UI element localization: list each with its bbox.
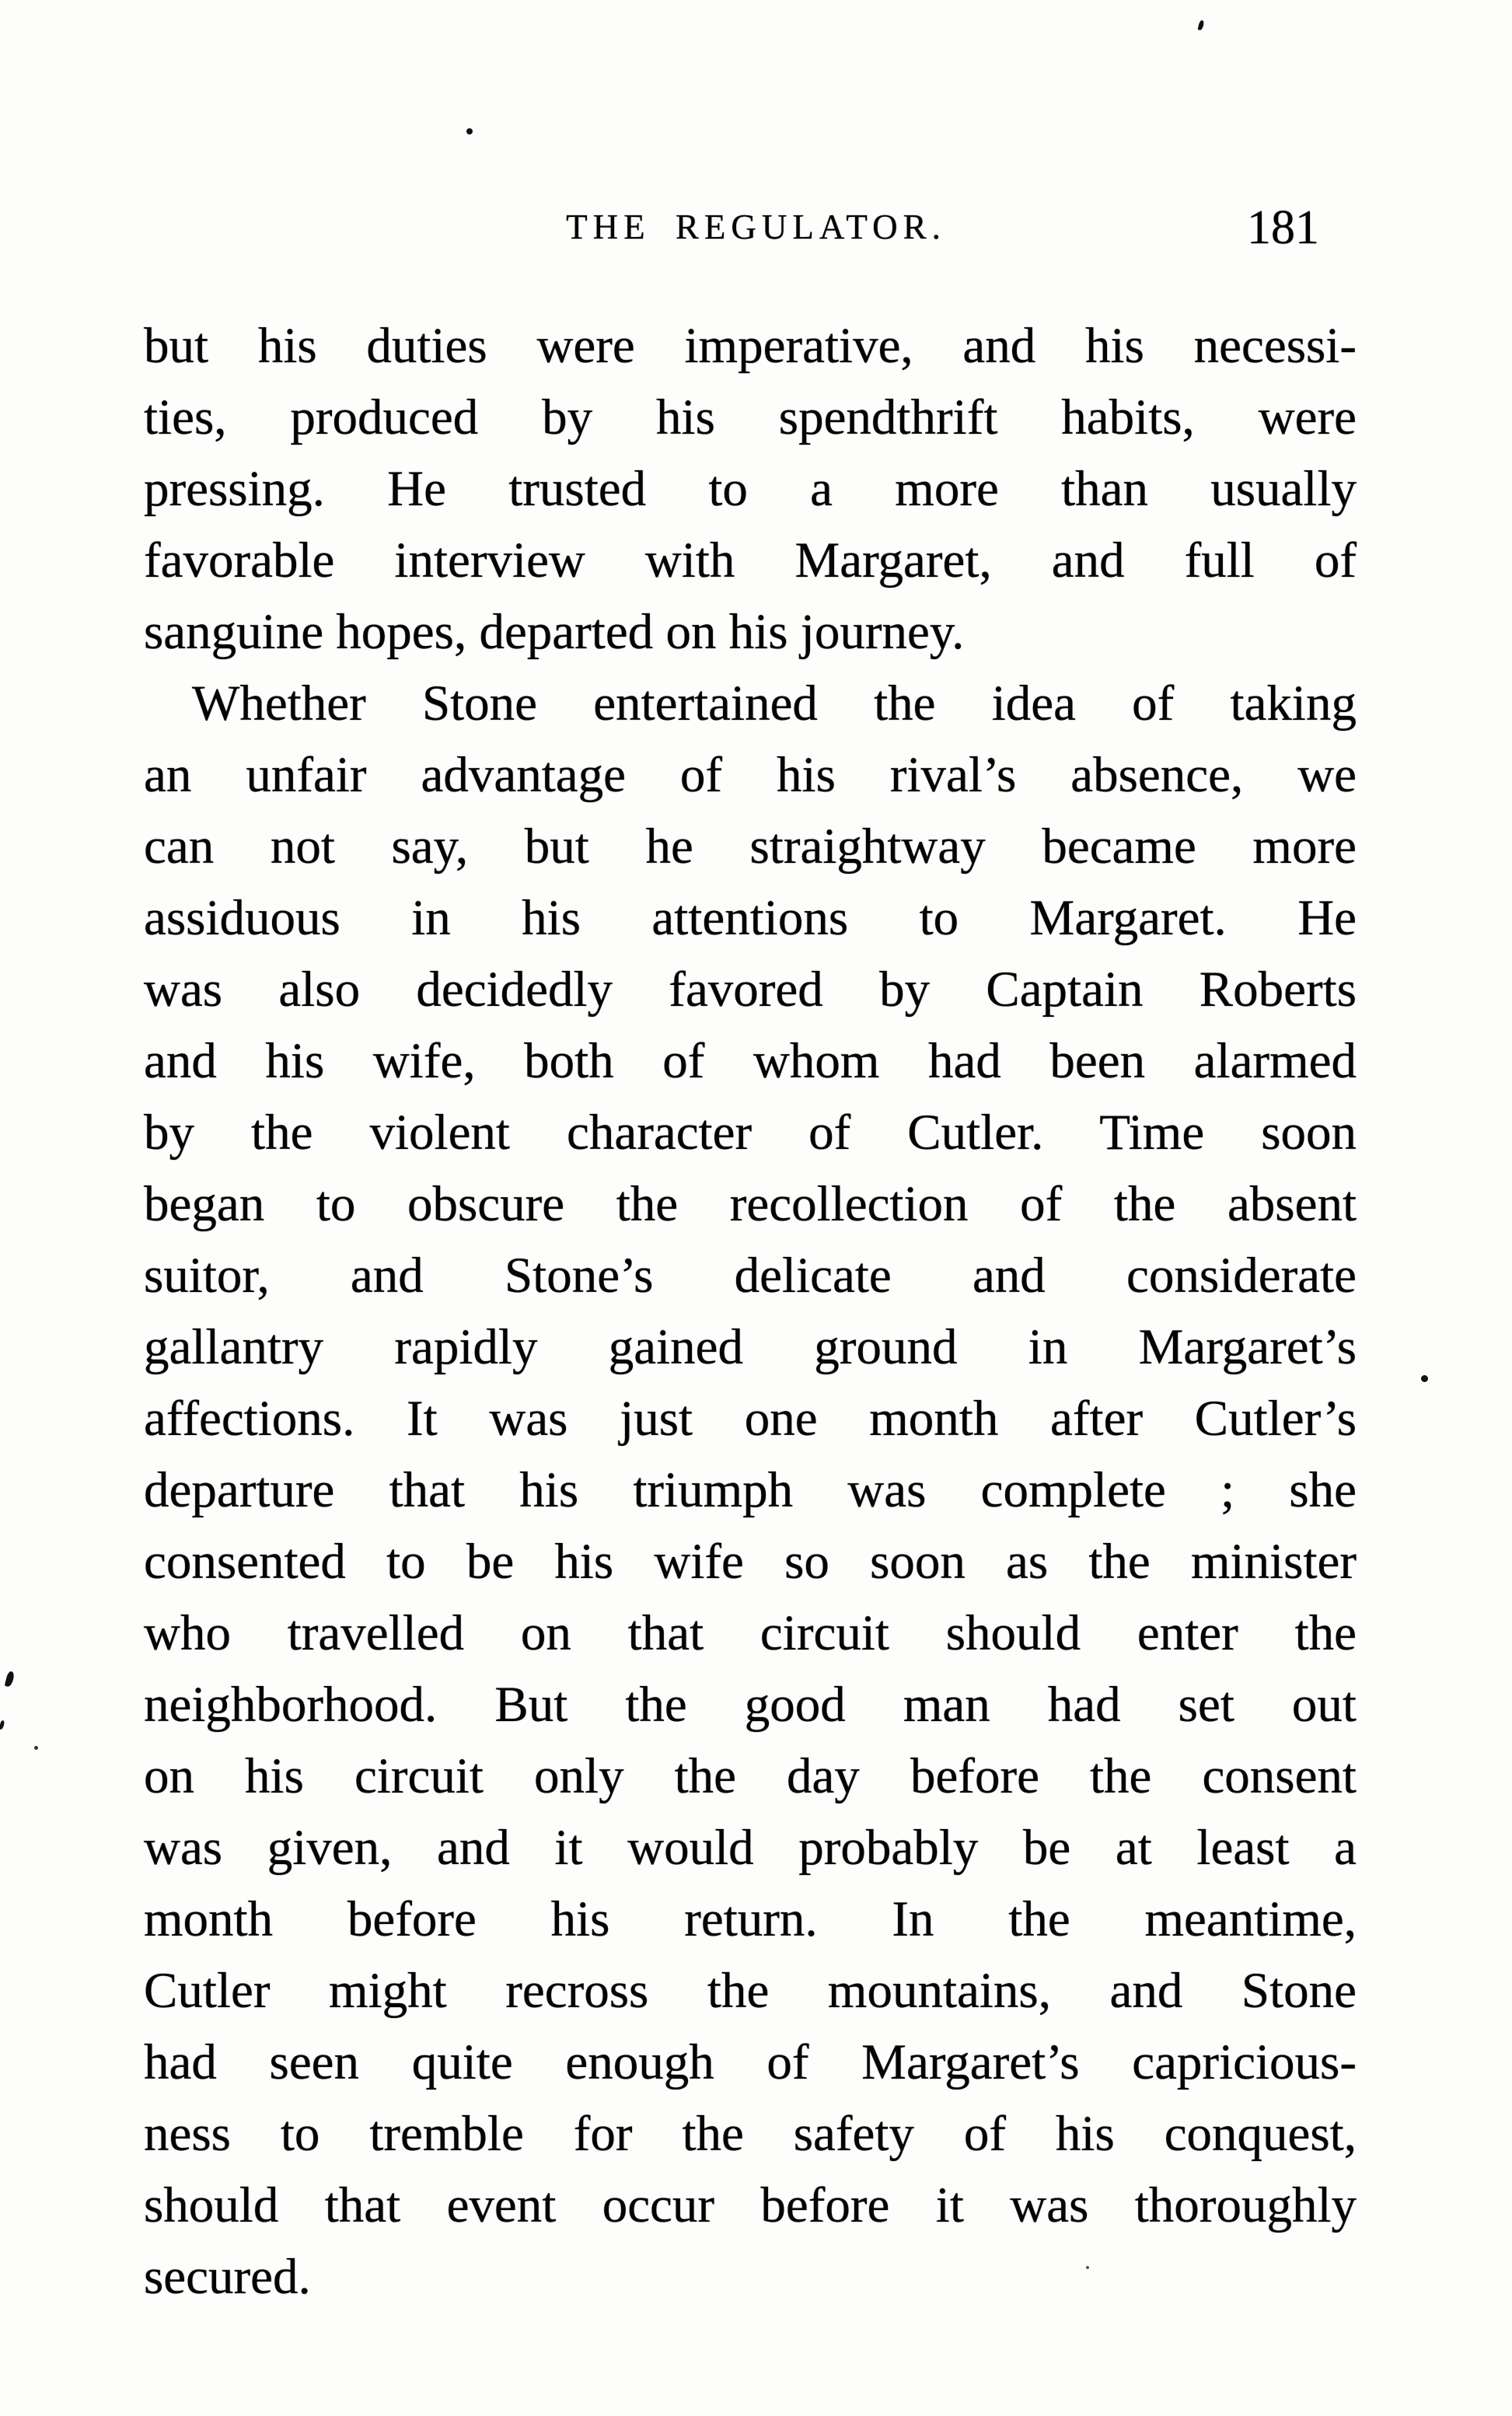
scan-speck bbox=[5, 1671, 16, 1688]
page-title: THE REGULATOR. bbox=[566, 208, 946, 246]
text-line: pressing. He trusted to a more than usually bbox=[144, 461, 1357, 517]
scan-speck bbox=[1198, 19, 1205, 30]
text-line: was also decidedly favored by Captain Roberts bbox=[144, 962, 1357, 1018]
text-line: month before his return. In the meantime, bbox=[144, 1891, 1357, 1947]
running-head bbox=[0, 201, 1512, 258]
scan-speck bbox=[0, 1720, 5, 1730]
text-line: departure that his triumph was complete ; she bbox=[144, 1462, 1357, 1518]
text-line: and his wife, both of whom had been alarmed bbox=[144, 1033, 1357, 1089]
text-line: who travelled on that circuit should enter the bbox=[144, 1605, 1357, 1661]
scan-speck bbox=[1421, 1375, 1428, 1382]
text-line: ness to tremble for the safety of his conquest, bbox=[144, 2106, 1357, 2162]
text-line: began to obscure the recollection of the absent bbox=[144, 1176, 1357, 1232]
text-line: suitor, and Stone’s delicate and considerate bbox=[144, 1248, 1357, 1304]
text-line: gallantry rapidly gained ground in Margaret’s bbox=[144, 1319, 1357, 1375]
text-line: neighborhood. But the good man had set out bbox=[144, 1677, 1357, 1733]
scan-speck bbox=[34, 1746, 38, 1750]
text-line: was given, and it would probably be at least a bbox=[144, 1820, 1357, 1876]
page-number: 181 bbox=[1247, 201, 1319, 254]
text-line: ties, produced by his spendthrift habits, were bbox=[144, 389, 1357, 445]
text-line: an unfair advantage of his rival’s absence, we bbox=[144, 747, 1357, 803]
text-line: but his duties were imperative, and his necessi- bbox=[144, 318, 1357, 374]
text-line: had seen quite enough of Margaret’s capricious- bbox=[144, 2034, 1357, 2090]
text-line: on his circuit only the day before the consent bbox=[144, 1748, 1357, 1804]
text-line: favorable interview with Margaret, and full of bbox=[144, 532, 1357, 588]
scan-speck bbox=[1086, 2266, 1089, 2269]
body-text bbox=[144, 310, 1357, 2313]
text-line: consented to be his wife so soon as the minister bbox=[144, 1534, 1357, 1590]
text-line: secured. bbox=[144, 2249, 311, 2305]
scan-speck bbox=[466, 128, 473, 134]
text-line: Cutler might recross the mountains, and Stone bbox=[144, 1963, 1357, 2019]
text-line: should that event occur before it was thoroughly bbox=[144, 2177, 1357, 2233]
text-line: sanguine hopes, departed on his journey. bbox=[144, 604, 965, 660]
text-line: assiduous in his attentions to Margaret. He bbox=[144, 890, 1357, 946]
text-line: Whether Stone entertained the idea of taking bbox=[192, 676, 1357, 731]
text-line: by the violent character of Cutler. Time soon bbox=[144, 1105, 1357, 1161]
text-line: affections. It was just one month after Cutler’s bbox=[144, 1391, 1357, 1447]
text-line: can not say, but he straightway became more bbox=[144, 819, 1357, 875]
